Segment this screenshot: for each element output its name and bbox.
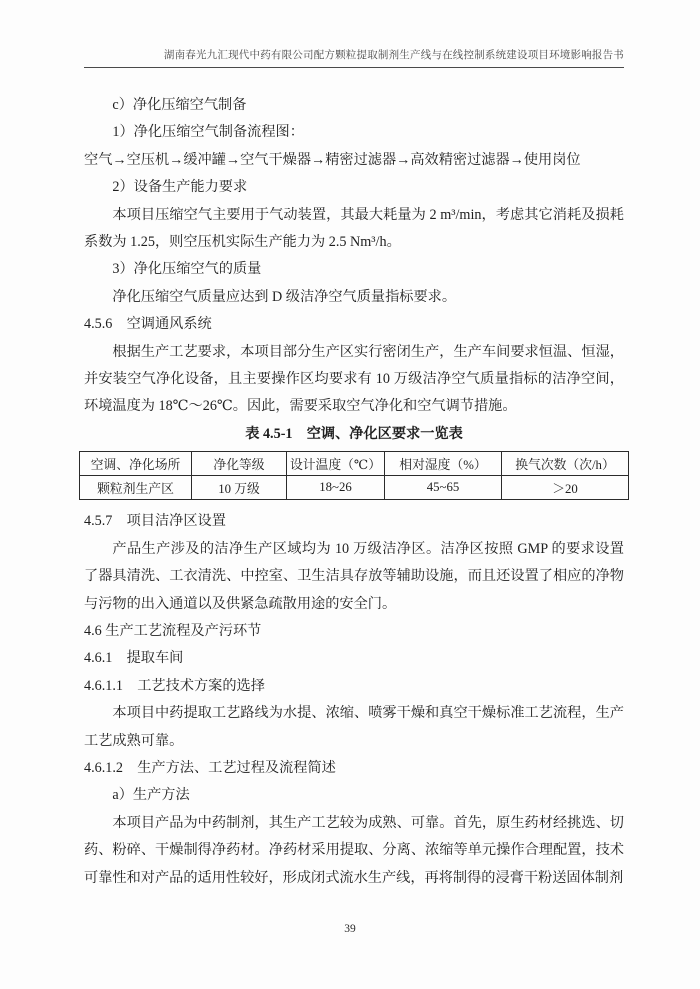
section-heading-4-6-1-2: 4.6.1.2 生产方法、工艺过程及流程简述: [84, 759, 336, 776]
requirements-table: [79, 451, 629, 500]
page-body: [84, 92, 624, 892]
table-header-location: 空调、净化场所: [80, 452, 192, 476]
table-header-design-temp: 设计温度（℃）: [287, 452, 385, 476]
table-caption-4-5-1: 表 4.5-1 空调、净化区要求一览表: [245, 425, 463, 442]
table-header-rel-humidity: 相对湿度（%）: [385, 452, 502, 476]
table-header-clean-grade: 净化等级: [192, 452, 287, 476]
table-cell-location: 颗粒剂生产区: [80, 476, 192, 500]
list-heading-1: 1）净化压缩空气制备流程图：: [112, 124, 304, 141]
running-header-title: 湖南春光九汇现代中药有限公司配方颗粒提取制剂生产线与在线控制系统建设项目环境影响报告书: [84, 47, 624, 68]
table-cell-air-changes: ＞20: [502, 476, 629, 500]
list-heading-a: a）生产方法: [112, 787, 190, 804]
paragraph-compressed-air-capacity: 本项目压缩空气主要用于气动装置，其最大耗量为 2 m³/min，考虑其它消耗及损耗系数为 1.25，则空压机实际生产能力为 2.5 Nm³/h。: [84, 206, 624, 251]
section-heading-4-6-1: 4.6.1 提取车间: [84, 650, 184, 667]
paragraph-air-quality: 净化压缩空气质量应达到 D 级洁净空气质量指标要求。: [112, 288, 457, 305]
table-cell-clean-grade: 10 万级: [192, 476, 287, 500]
table-cell-rel-humidity: 45~65: [385, 476, 502, 500]
list-heading-c: c）净化压缩空气制备: [112, 97, 247, 113]
paragraph-production-method: 本项目产品为中药制剂，其生产工艺较为成熟、可靠。首先，原生药材经挑选、切药、粉碎、干燥制得净药材。净药材采用提取、分离、浓缩等单元操作合理配置，技术可靠性和对产品的适用性较好，形成闭式流水生产线，再将制得的浸膏干粉送固体制剂: [84, 814, 624, 886]
table-header-air-changes: 换气次数（次/h）: [502, 452, 629, 476]
paragraph-hvac-requirements: 根据生产工艺要求，本项目部分生产区实行密闭生产，生产车间要求恒温、恒湿，并安装空气净化设备，且主要操作区均要求有 10 万级洁净空气质量指标的洁净空间，环境温度为 18℃～26℃。因此，需要采取空气净化和空气调节措施。: [84, 343, 624, 415]
paragraph-extraction-process: 本项目中药提取工艺路线为水提、浓缩、喷雾干燥和真空干燥标准工艺流程，生产工艺成熟可靠。: [84, 705, 624, 749]
section-heading-4-6: 4.6 生产工艺流程及产污环节: [84, 622, 262, 639]
section-heading-4-6-1-1: 4.6.1.1 工艺技术方案的选择: [84, 677, 265, 694]
paragraph-clean-area-setup: 产品生产涉及的洁净生产区域均为 10 万级洁净区。洁净区按照 GMP 的要求设置了器具清洗、工衣清洗、中控室、卫生洁具存放等辅助设施，而且还设置了相应的净物与污物的出入通道以及供紧急疏散用途的安全门。: [84, 540, 624, 612]
section-heading-4-5-6: 4.5.6 空调通风系统: [84, 316, 212, 333]
page-number: 39: [344, 923, 356, 935]
table-header-row: [80, 452, 629, 476]
process-flow-line: 空气→空压机→缓冲罐→空气干燥器→精密过滤器→高效精密过滤器→使用岗位: [84, 151, 581, 168]
list-heading-2: 2）设备生产能力要求: [112, 179, 248, 196]
table-row: [80, 476, 629, 500]
list-heading-3: 3）净化压缩空气的质量: [112, 261, 262, 278]
table-cell-design-temp: 18~26: [287, 476, 385, 500]
section-heading-4-5-7: 4.5.7 项目洁净区设置: [84, 513, 226, 530]
